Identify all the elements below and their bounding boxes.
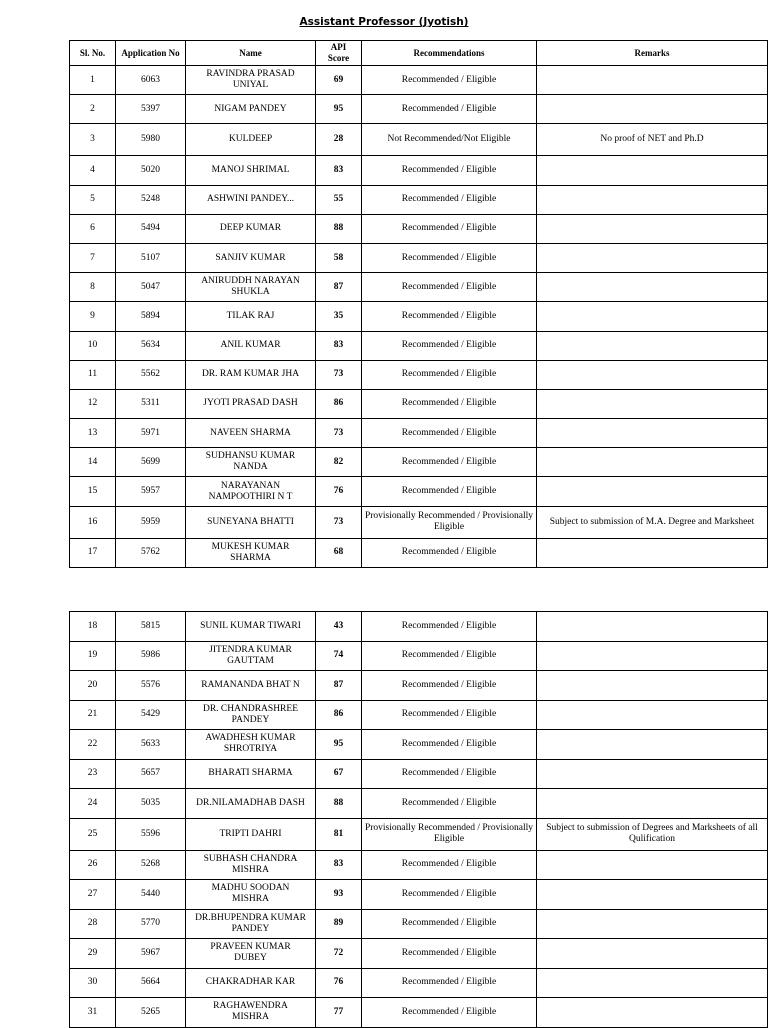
name-cell: RAMANANDA BHAT N bbox=[186, 671, 316, 701]
sl-no-cell: 6 bbox=[70, 214, 116, 243]
name-cell: MANOJ SHRIMAL bbox=[186, 156, 316, 185]
application-no-cell: 5035 bbox=[116, 789, 186, 819]
name-cell: SUBHASH CHANDRA MISHRA bbox=[186, 850, 316, 880]
api-score-cell: 95 bbox=[316, 95, 362, 124]
api-score-cell: 87 bbox=[316, 273, 362, 302]
application-no-cell: 5576 bbox=[116, 671, 186, 701]
api-score-cell: 73 bbox=[316, 419, 362, 448]
recommendation-cell: Recommended / Eligible bbox=[362, 95, 537, 124]
name-cell: CHAKRADHAR KAR bbox=[186, 968, 316, 998]
name-cell: ASHWINI PANDEY... bbox=[186, 185, 316, 214]
sl-no-cell: 22 bbox=[70, 730, 116, 760]
sl-no-cell: 27 bbox=[70, 880, 116, 910]
recommendation-cell: Recommended / Eligible bbox=[362, 998, 537, 1028]
remarks-cell bbox=[537, 880, 768, 910]
api-score-cell: 86 bbox=[316, 700, 362, 730]
sl-no-cell: 28 bbox=[70, 909, 116, 939]
name-cell: SUNEYANA BHATTI bbox=[186, 506, 316, 538]
remarks-cell bbox=[537, 302, 768, 331]
application-no-cell: 5657 bbox=[116, 759, 186, 789]
api-score-cell: 69 bbox=[316, 66, 362, 95]
table-body-2 bbox=[70, 612, 768, 1028]
remarks-cell bbox=[537, 214, 768, 243]
header-api-score: API Score bbox=[316, 41, 362, 66]
remarks-cell bbox=[537, 331, 768, 360]
sl-no-cell: 17 bbox=[70, 538, 116, 567]
application-no-cell: 5397 bbox=[116, 95, 186, 124]
api-score-cell: 76 bbox=[316, 477, 362, 506]
remarks-cell bbox=[537, 641, 768, 671]
table-row bbox=[70, 671, 768, 701]
sl-no-cell: 14 bbox=[70, 448, 116, 477]
api-score-cell: 88 bbox=[316, 789, 362, 819]
remarks-cell bbox=[537, 939, 768, 969]
remarks-cell bbox=[537, 243, 768, 272]
name-cell: DR. RAM KUMAR JHA bbox=[186, 360, 316, 389]
table-header-row bbox=[70, 41, 768, 66]
name-cell: TILAK RAJ bbox=[186, 302, 316, 331]
recommendation-cell: Recommended / Eligible bbox=[362, 389, 537, 418]
sl-no-cell: 13 bbox=[70, 419, 116, 448]
api-score-cell: 88 bbox=[316, 214, 362, 243]
remarks-cell bbox=[537, 448, 768, 477]
sl-no-cell: 8 bbox=[70, 273, 116, 302]
name-cell: SUNIL KUMAR TIWARI bbox=[186, 612, 316, 642]
recommendation-cell: Provisionally Recommended / Provisionally Eligible bbox=[362, 506, 537, 538]
name-cell: DEEP KUMAR bbox=[186, 214, 316, 243]
sl-no-cell: 31 bbox=[70, 998, 116, 1028]
recommendation-cell: Recommended / Eligible bbox=[362, 789, 537, 819]
remarks-cell bbox=[537, 185, 768, 214]
sl-no-cell: 1 bbox=[70, 66, 116, 95]
remarks-cell: Subject to submission of M.A. Degree and Marksheet bbox=[537, 506, 768, 538]
table-row bbox=[70, 641, 768, 671]
remarks-cell bbox=[537, 538, 768, 567]
sl-no-cell: 4 bbox=[70, 156, 116, 185]
sl-no-cell: 16 bbox=[70, 506, 116, 538]
api-score-cell: 74 bbox=[316, 641, 362, 671]
table-row bbox=[70, 156, 768, 185]
table-row bbox=[70, 273, 768, 302]
application-no-cell: 5020 bbox=[116, 156, 186, 185]
recommendation-cell: Recommended / Eligible bbox=[362, 939, 537, 969]
application-no-cell: 5957 bbox=[116, 477, 186, 506]
sl-no-cell: 26 bbox=[70, 850, 116, 880]
application-no-cell: 5815 bbox=[116, 612, 186, 642]
application-no-cell: 5986 bbox=[116, 641, 186, 671]
table-row bbox=[70, 538, 768, 567]
application-no-cell: 5894 bbox=[116, 302, 186, 331]
name-cell: ANIRUDDH NARAYAN SHUKLA bbox=[186, 273, 316, 302]
remarks-cell: No proof of NET and Ph.D bbox=[537, 124, 768, 156]
api-score-cell: 87 bbox=[316, 671, 362, 701]
name-cell: ANIL KUMAR bbox=[186, 331, 316, 360]
name-cell: SUDHANSU KUMAR NANDA bbox=[186, 448, 316, 477]
recommendation-cell: Recommended / Eligible bbox=[362, 477, 537, 506]
table-row bbox=[70, 185, 768, 214]
application-no-cell: 5311 bbox=[116, 389, 186, 418]
application-no-cell: 5699 bbox=[116, 448, 186, 477]
sl-no-cell: 18 bbox=[70, 612, 116, 642]
recommendation-cell: Recommended / Eligible bbox=[362, 671, 537, 701]
recommendation-cell: Recommended / Eligible bbox=[362, 156, 537, 185]
header-recommendations: Recommendations bbox=[362, 41, 537, 66]
sl-no-cell: 29 bbox=[70, 939, 116, 969]
name-cell: JITENDRA KUMAR GAUTTAM bbox=[186, 641, 316, 671]
table-row bbox=[70, 214, 768, 243]
name-cell: RAVINDRA PRASAD UNIYAL bbox=[186, 66, 316, 95]
sl-no-cell: 30 bbox=[70, 968, 116, 998]
application-no-cell: 6063 bbox=[116, 66, 186, 95]
page-title: Assistant Professor (Jyotish) bbox=[299, 16, 469, 28]
api-score-cell: 76 bbox=[316, 968, 362, 998]
table-row bbox=[70, 968, 768, 998]
name-cell: NIGAM PANDEY bbox=[186, 95, 316, 124]
remarks-cell bbox=[537, 419, 768, 448]
api-score-cell: 28 bbox=[316, 124, 362, 156]
name-cell: AWADHESH KUMAR SHROTRIYA bbox=[186, 730, 316, 760]
table-row bbox=[70, 66, 768, 95]
api-score-cell: 83 bbox=[316, 156, 362, 185]
table-row bbox=[70, 302, 768, 331]
recommendation-cell: Recommended / Eligible bbox=[362, 730, 537, 760]
table-row bbox=[70, 880, 768, 910]
name-cell: DR.NILAMADHAB DASH bbox=[186, 789, 316, 819]
application-no-cell: 5440 bbox=[116, 880, 186, 910]
sl-no-cell: 9 bbox=[70, 302, 116, 331]
api-score-cell: 73 bbox=[316, 506, 362, 538]
table-body-1 bbox=[70, 66, 768, 568]
recommendation-cell: Recommended / Eligible bbox=[362, 360, 537, 389]
remarks-cell bbox=[537, 730, 768, 760]
recommendation-cell: Recommended / Eligible bbox=[362, 448, 537, 477]
sl-no-cell: 25 bbox=[70, 818, 116, 850]
remarks-cell bbox=[537, 477, 768, 506]
remarks-cell bbox=[537, 789, 768, 819]
sl-no-cell: 12 bbox=[70, 389, 116, 418]
application-no-cell: 5107 bbox=[116, 243, 186, 272]
table-row bbox=[70, 998, 768, 1028]
name-cell: MUKESH KUMAR SHARMA bbox=[186, 538, 316, 567]
sl-no-cell: 24 bbox=[70, 789, 116, 819]
table-row bbox=[70, 477, 768, 506]
api-score-cell: 86 bbox=[316, 389, 362, 418]
application-no-cell: 5429 bbox=[116, 700, 186, 730]
api-score-cell: 58 bbox=[316, 243, 362, 272]
application-no-cell: 5664 bbox=[116, 968, 186, 998]
remarks-cell: Subject to submission of Degrees and Marksheets of all Qulification bbox=[537, 818, 768, 850]
table-row bbox=[70, 419, 768, 448]
application-no-cell: 5762 bbox=[116, 538, 186, 567]
api-score-cell: 72 bbox=[316, 939, 362, 969]
table-row bbox=[70, 360, 768, 389]
remarks-cell bbox=[537, 612, 768, 642]
remarks-cell bbox=[537, 909, 768, 939]
table-row bbox=[70, 850, 768, 880]
application-no-cell: 5494 bbox=[116, 214, 186, 243]
table-row bbox=[70, 909, 768, 939]
table-row bbox=[70, 243, 768, 272]
recommendation-cell: Recommended / Eligible bbox=[362, 759, 537, 789]
candidates-table-1 bbox=[69, 40, 768, 568]
name-cell: NAVEEN SHARMA bbox=[186, 419, 316, 448]
recommendation-cell: Recommended / Eligible bbox=[362, 700, 537, 730]
application-no-cell: 5971 bbox=[116, 419, 186, 448]
sl-no-cell: 7 bbox=[70, 243, 116, 272]
table-row bbox=[70, 612, 768, 642]
remarks-cell bbox=[537, 998, 768, 1028]
recommendation-cell: Recommended / Eligible bbox=[362, 214, 537, 243]
name-cell: DR.BHUPENDRA KUMAR PANDEY bbox=[186, 909, 316, 939]
application-no-cell: 5967 bbox=[116, 939, 186, 969]
application-no-cell: 5959 bbox=[116, 506, 186, 538]
name-cell: DR. CHANDRASHREE PANDEY bbox=[186, 700, 316, 730]
header-remarks: Remarks bbox=[537, 41, 768, 66]
remarks-cell bbox=[537, 156, 768, 185]
table-row bbox=[70, 818, 768, 850]
api-score-cell: 77 bbox=[316, 998, 362, 1028]
api-score-cell: 35 bbox=[316, 302, 362, 331]
recommendation-cell: Recommended / Eligible bbox=[362, 331, 537, 360]
recommendation-cell: Recommended / Eligible bbox=[362, 880, 537, 910]
application-no-cell: 5265 bbox=[116, 998, 186, 1028]
recommendation-cell: Recommended / Eligible bbox=[362, 850, 537, 880]
recommendation-cell: Provisionally Recommended / Provisionally Eligible bbox=[362, 818, 537, 850]
application-no-cell: 5248 bbox=[116, 185, 186, 214]
sl-no-cell: 15 bbox=[70, 477, 116, 506]
sl-no-cell: 3 bbox=[70, 124, 116, 156]
api-score-cell: 73 bbox=[316, 360, 362, 389]
header-name: Name bbox=[186, 41, 316, 66]
table-row bbox=[70, 389, 768, 418]
sl-no-cell: 23 bbox=[70, 759, 116, 789]
application-no-cell: 5047 bbox=[116, 273, 186, 302]
sl-no-cell: 10 bbox=[70, 331, 116, 360]
name-cell: MADHU SOODAN MISHRA bbox=[186, 880, 316, 910]
application-no-cell: 5980 bbox=[116, 124, 186, 156]
candidates-table-2 bbox=[69, 611, 768, 1028]
remarks-cell bbox=[537, 759, 768, 789]
sl-no-cell: 20 bbox=[70, 671, 116, 701]
recommendation-cell: Recommended / Eligible bbox=[362, 641, 537, 671]
application-no-cell: 5268 bbox=[116, 850, 186, 880]
table-row bbox=[70, 759, 768, 789]
header-sl-no: Sl. No. bbox=[70, 41, 116, 66]
recommendation-cell: Recommended / Eligible bbox=[362, 273, 537, 302]
api-score-cell: 95 bbox=[316, 730, 362, 760]
recommendation-cell: Recommended / Eligible bbox=[362, 243, 537, 272]
remarks-cell bbox=[537, 389, 768, 418]
sl-no-cell: 11 bbox=[70, 360, 116, 389]
application-no-cell: 5596 bbox=[116, 818, 186, 850]
api-score-cell: 82 bbox=[316, 448, 362, 477]
name-cell: JYOTI PRASAD DASH bbox=[186, 389, 316, 418]
remarks-cell bbox=[537, 273, 768, 302]
sl-no-cell: 21 bbox=[70, 700, 116, 730]
header-application-no: Application No bbox=[116, 41, 186, 66]
api-score-cell: 81 bbox=[316, 818, 362, 850]
sl-no-cell: 5 bbox=[70, 185, 116, 214]
recommendation-cell: Recommended / Eligible bbox=[362, 612, 537, 642]
application-no-cell: 5562 bbox=[116, 360, 186, 389]
api-score-cell: 93 bbox=[316, 880, 362, 910]
api-score-cell: 89 bbox=[316, 909, 362, 939]
recommendation-cell: Recommended / Eligible bbox=[362, 538, 537, 567]
name-cell: TRIPTI DAHRI bbox=[186, 818, 316, 850]
api-score-cell: 55 bbox=[316, 185, 362, 214]
name-cell: NARAYANAN NAMPOOTHIRI N T bbox=[186, 477, 316, 506]
api-score-cell: 68 bbox=[316, 538, 362, 567]
table-row bbox=[70, 95, 768, 124]
application-no-cell: 5634 bbox=[116, 331, 186, 360]
recommendation-cell: Recommended / Eligible bbox=[362, 66, 537, 95]
recommendation-cell: Recommended / Eligible bbox=[362, 302, 537, 331]
sl-no-cell: 19 bbox=[70, 641, 116, 671]
remarks-cell bbox=[537, 360, 768, 389]
api-score-cell: 83 bbox=[316, 331, 362, 360]
remarks-cell bbox=[537, 671, 768, 701]
recommendation-cell: Not Recommended/Not Eligible bbox=[362, 124, 537, 156]
recommendation-cell: Recommended / Eligible bbox=[362, 909, 537, 939]
remarks-cell bbox=[537, 66, 768, 95]
name-cell: PRAVEEN KUMAR DUBEY bbox=[186, 939, 316, 969]
recommendation-cell: Recommended / Eligible bbox=[362, 185, 537, 214]
api-score-cell: 67 bbox=[316, 759, 362, 789]
recommendation-cell: Recommended / Eligible bbox=[362, 419, 537, 448]
api-score-cell: 83 bbox=[316, 850, 362, 880]
name-cell: BHARATI SHARMA bbox=[186, 759, 316, 789]
application-no-cell: 5633 bbox=[116, 730, 186, 760]
table-row bbox=[70, 939, 768, 969]
table-row bbox=[70, 331, 768, 360]
table-row bbox=[70, 730, 768, 760]
table-row bbox=[70, 789, 768, 819]
remarks-cell bbox=[537, 95, 768, 124]
name-cell: RAGHAWENDRA MISHRA bbox=[186, 998, 316, 1028]
remarks-cell bbox=[537, 968, 768, 998]
remarks-cell bbox=[537, 700, 768, 730]
name-cell: KULDEEP bbox=[186, 124, 316, 156]
table-row bbox=[70, 448, 768, 477]
remarks-cell bbox=[537, 850, 768, 880]
sl-no-cell: 2 bbox=[70, 95, 116, 124]
table-row bbox=[70, 124, 768, 156]
name-cell: SANJIV KUMAR bbox=[186, 243, 316, 272]
table-row bbox=[70, 700, 768, 730]
table-row bbox=[70, 506, 768, 538]
api-score-cell: 43 bbox=[316, 612, 362, 642]
recommendation-cell: Recommended / Eligible bbox=[362, 968, 537, 998]
application-no-cell: 5770 bbox=[116, 909, 186, 939]
